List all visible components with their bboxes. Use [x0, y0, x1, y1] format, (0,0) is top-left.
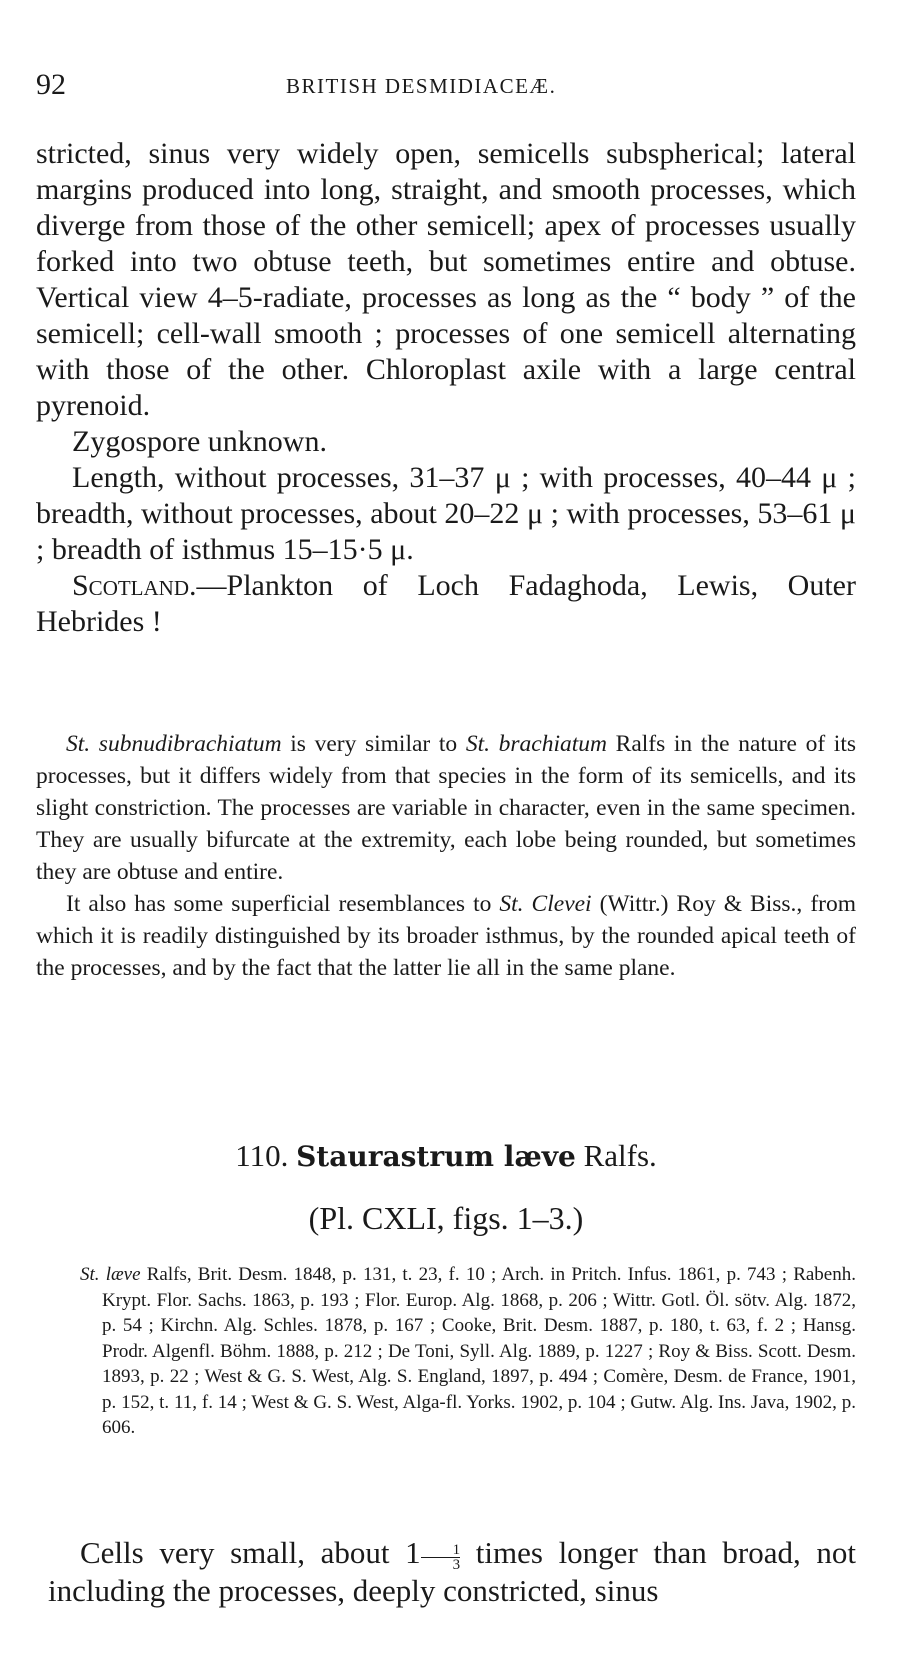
locality-paragraph: [36, 568, 856, 640]
species-number: 110.: [235, 1138, 289, 1173]
species-name: St. brachiatum: [465, 731, 607, 757]
reference-list: Ralfs, Brit. Desm. 1848, p. 131, t. 23, f. 10 ; Arch. in Pritch. Infus. 1861, p. 743 ; Rabenh. Krypt. Flor. Sachs. 1863, p. 193 ; Flor. Europ. Alg. 1868, p. 206 ; Wittr. Gotl. Öl. sötv. Alg. 1872, p. 54 ; Kirchn. Alg. Schles. 1878, p. 167 ; Cooke, Brit. Desm. 1887, p. 180, t. 63, f. 2 ; Hansg. Prodr. Algenfl. Böhm. 1888, p. 212 ; De Toni, Syll. Alg. 1889, p. 1227 ; Roy & Biss. Scott. Desm. 1893, p. 22 ; West & G. S. West, Alg. S. England, 1897, p. 494 ; Comère, Desm. de France, 1901, p. 152, t. 11, f. 14 ; West & G. S. West, Alga-fl. Yorks. 1902, p. 104 ; Gutw. Alg. Ins. Java, 1902, p. 606.: [102, 1264, 856, 1438]
species-description-start: Cells very small, about 1 $\frac{1}{3}$ times longer than broad, not including the processes, deeply constricted, sinus: [48, 1535, 856, 1608]
species-description: [36, 136, 856, 640]
dimensions-paragraph: Length, without processes, 31–37 μ ; with processes, 40–44 μ ; breadth, without processes, about 20–22 μ ; with processes, 53–61 μ ; breadth of isthmus 15–15·5 μ.: [36, 461, 856, 566]
taxonomic-notes: [36, 728, 856, 984]
species-authority: Ralfs.: [583, 1138, 657, 1173]
species-name: St. Clevei: [499, 891, 592, 917]
running-title: BRITISH DESMIDIACEÆ.: [286, 74, 557, 98]
zygospore-paragraph: Zygospore unknown.: [72, 425, 327, 458]
plate-reference: (Pl. CXLI, figs. 1–3.): [308, 1200, 584, 1236]
reference-species-name: St. læve: [80, 1264, 141, 1285]
note-paragraph: St. subnudibrachiatum is very similar to St. brachiatum Ralfs in the nature of its processes, but it differs widely from that species in the form of its semicells, and its slight constriction. The processes are variable in character, even in the same specimen. They are usually bifurcate at the extremity, each lobe being rounded, but sometimes they are obtuse and entire.: [36, 731, 856, 885]
page-number: 92: [36, 68, 66, 101]
species-name: St. subnudibrachiatum: [66, 731, 282, 757]
bibliography: [80, 1262, 856, 1441]
page-header: [36, 68, 856, 108]
species-heading: [36, 1138, 856, 1174]
fraction: $\frac{1}{3}$: [421, 1543, 461, 1572]
species-title: Staurastrum læve: [296, 1140, 576, 1173]
description-paragraph: stricted, sinus very widely open, semicells subspherical; lateral margins produced into long, straight, and smooth processes, which diverge from those of the other semicell; apex of processes usually forked into two obtuse teeth, but sometimes entire and obtuse. Vertical view 4–5-radiate, processes as long as the “ body ” of the semicell; cell-wall smooth ; processes of one semicell alternating with those of the other. Chloroplast axile with a large central pyrenoid.: [36, 137, 856, 422]
locality-text: —Plankton of Loch Fadaghoda, Lewis, Outer Hebrides !: [36, 569, 856, 638]
note-paragraph: It also has some superficial resemblances to St. Clevei (Wittr.) Roy & Biss., from which it is readily distinguished by its broader isthmus, by the rounded apical teeth of the processes, and by the fact that the latter lie all in the same plane.: [36, 891, 856, 981]
locality-label: Scotland.: [72, 569, 197, 602]
